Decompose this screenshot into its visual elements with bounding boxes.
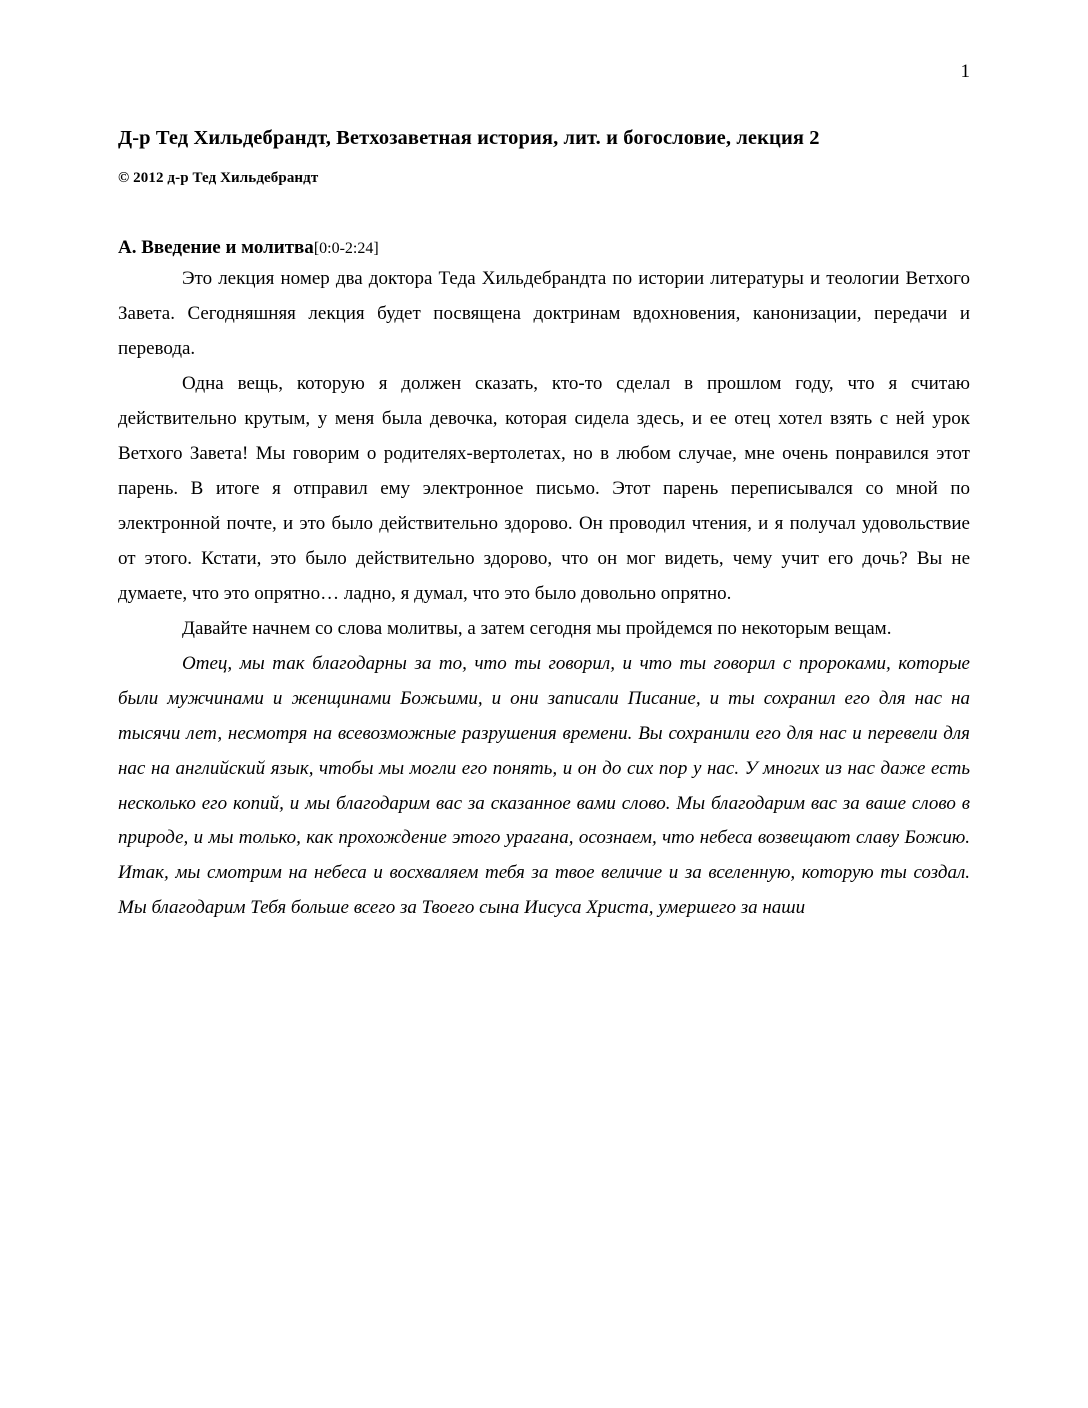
paragraph-prayer: Отец, мы так благодарны за то, что ты говорил, и что ты говорил с пророками, которые были мужчинами и женщинами Божьими, и они записали Писание, и ты сохранил его для нас на тысячи лет, несмотря на всевозможные разрушения времени. Вы сохранили его для нас и перевели для нас на английский язык, чтобы мы могли его понять, и он до сих пор у нас. У многих из нас даже есть несколько его копий, и мы благодарим вас за сказанное вами слово. Мы благодарим вас за ваше слово в природе, и мы только, как прохождение этого урагана, осознаем, что небеса возвещают славу Божию. Итак, мы смотрим на небеса и восхваляем тебя за твое величие и за вселенную, которую ты создал. Мы благодарим Тебя больше всего за Твоего сына Иисуса Христа, умершего за наши — [118, 652, 970, 919]
paragraph-anecdote: Одна вещь, которую я должен сказать, кто-то сделал в прошлом году, что я считаю действительно крутым, у меня была девочка, которая сидела здесь, и ее отец хотел взять с ней урок Ветхого Завета! Мы говорим о родителях-вертолетах, но в любом случае, мне очень понравился этот парень. В итоге я отправил ему электронное письмо. Этот парень переписывался со мной по электронной почте, и это было действительно здорово. Он проводил чтения, и я получал удовольствие от этого. Кстати, это было действительно здорово, что он мог видеть, чему учит его дочь? Вы не думаете, что это опрятно… ладно, я думал, что это было довольно опрятно. — [118, 373, 970, 604]
paragraph-transition: Давайте начнем со слова молитвы, а затем сегодня мы пройдемся по некоторым вещам. — [182, 617, 892, 639]
section-timestamp: [0:0-2:24] — [313, 239, 379, 257]
paragraph-intro: Это лекция номер два доктора Теда Хильдебрандта по истории литературы и теологии Ветхого Завета. Сегодняшняя лекция будет посвящена доктринам вдохновения, канонизации, передачи и перевода. — [118, 268, 970, 360]
section-heading-a — [118, 234, 970, 263]
page-number: 1 — [960, 61, 970, 82]
document-body — [118, 60, 970, 926]
copyright-line: © 2012 д-р Тед Хильдебрандт — [118, 170, 319, 187]
document-title: Д-р Тед Хильдебрандт, Ветхозаветная история, лит. и богословие, лекция 2 — [118, 127, 820, 149]
section-heading-label: A. Введение и молитва — [118, 236, 314, 258]
